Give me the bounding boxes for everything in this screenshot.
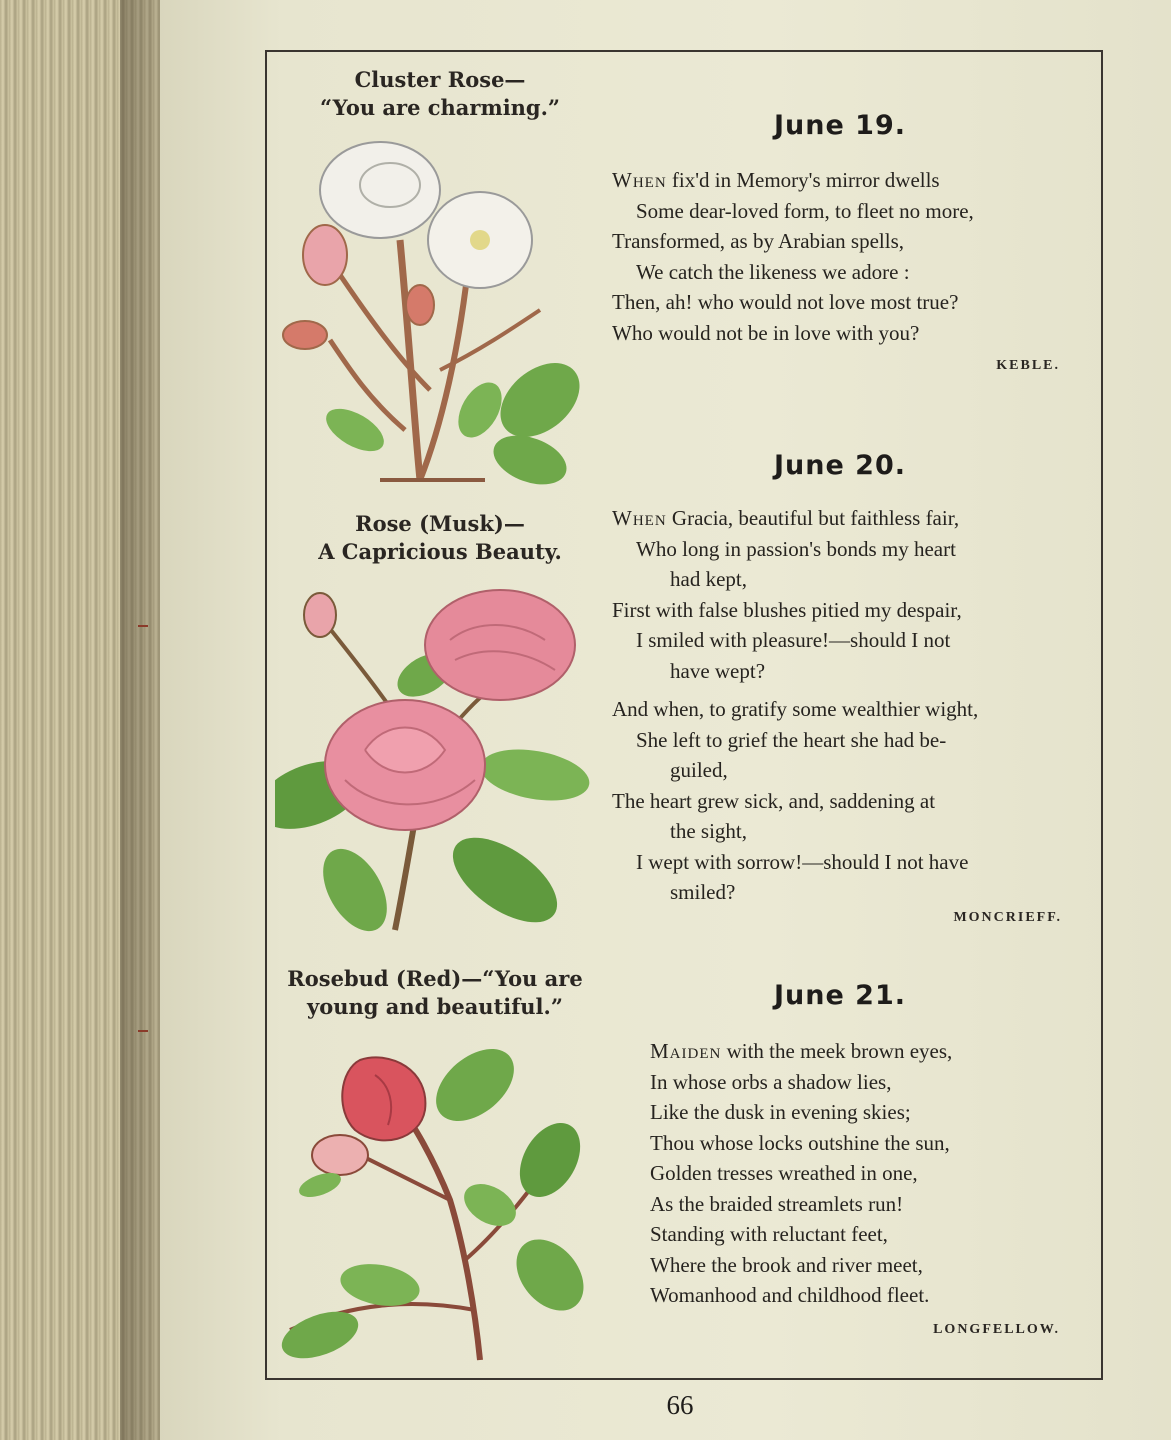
lead-word: When <box>612 506 667 530</box>
caption-line: Rosebud (Red)—“You are <box>287 966 583 991</box>
poem-june-20 <box>612 503 978 908</box>
poem-line <box>650 1036 952 1067</box>
poem-line: Thou whose locks outshine the sun, <box>650 1130 950 1155</box>
lead-word: Maiden <box>650 1039 722 1063</box>
plate-caption-red-rosebud <box>255 965 615 1021</box>
poem-line <box>612 503 978 534</box>
entry-date: June 21. <box>773 980 907 1011</box>
poem-june-19 <box>612 165 974 348</box>
poem-line: I wept with sorrow!—should I not have <box>636 849 969 874</box>
red-rosebud-illustration <box>260 1030 590 1365</box>
caption-line: “You are charming.” <box>319 95 561 120</box>
poem-text: fix'd in Memory's mirror dwells <box>666 168 940 192</box>
caption-line: Rose (Musk)— <box>355 511 525 536</box>
entry-date: June 19. <box>773 110 907 141</box>
poem-line: smiled? <box>670 880 736 904</box>
poem-line: had kept, <box>670 567 747 591</box>
poem-line: Like the dusk in evening skies; <box>650 1100 911 1124</box>
poem-line: As the braided streamlets run! <box>650 1191 904 1216</box>
poem-text: Gracia, beautiful but faithless fair, <box>666 506 960 530</box>
edge-mark <box>138 625 148 627</box>
author-longfellow: LONGFELLOW. <box>933 1322 1060 1337</box>
poem-line: Who long in passion's bonds my heart <box>636 536 956 561</box>
poem-line: Golden tresses wreathed in one, <box>650 1161 918 1185</box>
white-rose-illustration <box>270 130 590 500</box>
plate-caption-musk-rose <box>270 510 610 566</box>
caption-line: young and beautiful.” <box>307 994 563 1019</box>
author-keble: KEBLE. <box>996 358 1060 373</box>
poem-line: First with false blushes pitied my despair, <box>612 597 962 622</box>
caption-line: Cluster Rose— <box>354 67 526 92</box>
poem-line: the sight, <box>670 819 747 843</box>
poem-line: have wept? <box>670 658 766 683</box>
poem-line: Transformed, as by Arabian spells, <box>612 229 905 253</box>
poem-line: Who would not be in love with you? <box>612 320 920 345</box>
pink-rose-illustration <box>275 580 595 940</box>
poem-line <box>612 165 974 196</box>
edge-mark <box>138 1030 148 1032</box>
plate-caption-cluster-rose <box>270 66 610 122</box>
poem-line: Where the brook and river meet, <box>650 1252 923 1277</box>
poem-line: Some dear-loved form, to fleet no more, <box>636 198 974 223</box>
poem-line: Standing with reluctant feet, <box>650 1222 888 1246</box>
poem-line: We catch the likeness we adore : <box>636 259 910 284</box>
poem-line: The heart grew sick, and, saddening at <box>612 788 936 813</box>
poem-text: with the meek brown eyes, <box>721 1039 953 1063</box>
poem-line: Womanhood and childhood fleet. <box>650 1283 930 1307</box>
lead-word: When <box>612 168 667 192</box>
poem-june-21 <box>650 1036 952 1311</box>
poem-line: In whose orbs a shadow lies, <box>650 1069 892 1094</box>
caption-line: A Capricious Beauty. <box>318 539 562 564</box>
poem-line: And when, to gratify some wealthier wight, <box>612 697 979 721</box>
page-number: 66 <box>666 1390 694 1420</box>
poem-line: guiled, <box>670 758 728 782</box>
author-moncrieff: MONCRIEFF. <box>953 910 1062 925</box>
poem-line: She left to grief the heart she had be- <box>636 727 947 752</box>
poem-line: I smiled with pleasure!—should I not <box>636 628 951 652</box>
stanza-break <box>612 686 978 694</box>
poem-line: Then, ah! who would not love most true? <box>612 290 959 314</box>
entry-date: June 20. <box>773 450 907 481</box>
